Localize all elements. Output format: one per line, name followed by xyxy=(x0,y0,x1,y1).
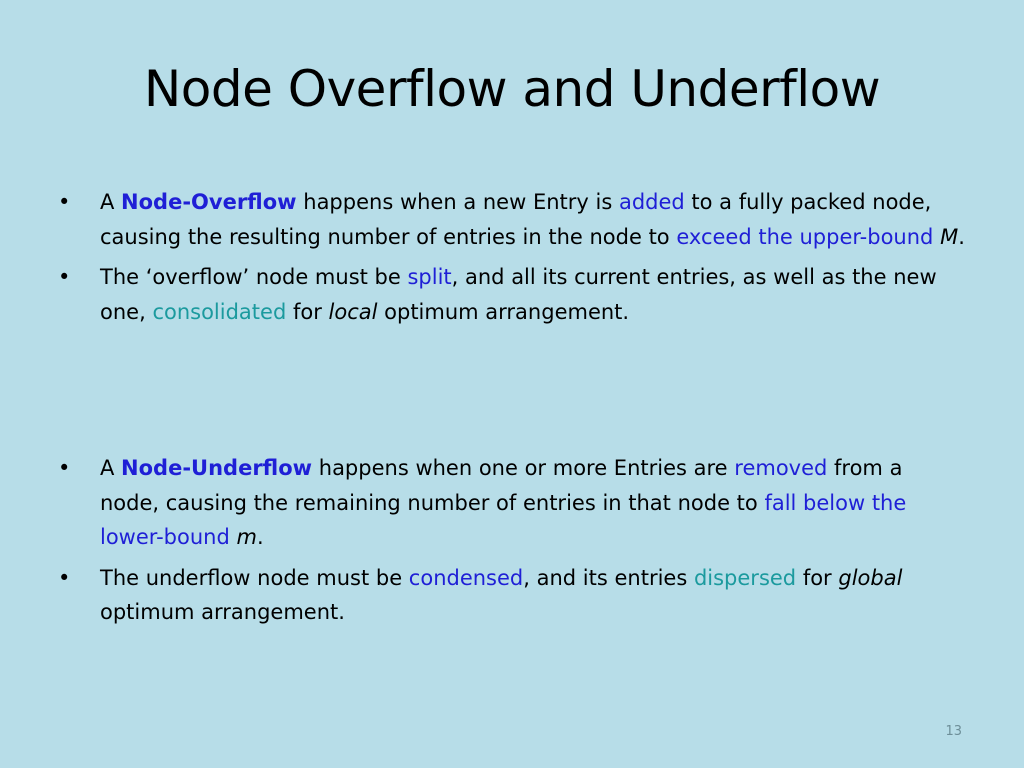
text: for xyxy=(796,565,839,590)
text: happens when a new Entry is xyxy=(296,190,619,214)
bullet-list-overflow xyxy=(58,185,968,335)
bullet-icon: • xyxy=(58,456,71,480)
bullet-icon: • xyxy=(58,265,71,289)
bullet-item-underflow-definition xyxy=(58,451,968,555)
highlight-dispersed: dispersed xyxy=(693,565,797,590)
text: optimum arrangement. xyxy=(100,600,345,624)
text: from a node, causing the remaining number of entries in that node to xyxy=(100,456,903,515)
text: A xyxy=(100,456,122,480)
bullet-item-underflow-condense xyxy=(58,561,968,630)
text: . xyxy=(256,525,264,549)
highlight-exceed-upper-bound: exceed the upper-bound xyxy=(676,224,934,249)
bullet-icon: • xyxy=(58,190,71,214)
italic-global: global xyxy=(838,565,903,590)
highlight-added: added xyxy=(618,190,685,214)
term-node-overflow: Node-Overflow xyxy=(121,190,297,214)
text: A xyxy=(100,190,122,214)
text: The ‘overflow’ node must be xyxy=(100,265,408,289)
highlight-removed: removed xyxy=(734,456,828,480)
highlight-consolidated: consolidated xyxy=(152,299,287,324)
variable-M: M xyxy=(940,224,959,249)
highlight-condensed: condensed xyxy=(408,565,524,590)
text: , and all its current entries, as well as the new one, xyxy=(100,265,937,324)
text: happens when one or more Entries are xyxy=(312,456,735,480)
text: , and its entries xyxy=(523,565,694,590)
slide-title: Node Overflow and Underflow xyxy=(143,60,881,118)
text: for xyxy=(286,299,329,324)
bullet-list-underflow xyxy=(58,451,968,636)
italic-local: local xyxy=(328,299,378,324)
text: optimum arrangement. xyxy=(377,299,630,324)
variable-m: m xyxy=(236,525,257,549)
bullet-item-overflow-split xyxy=(58,260,968,329)
text: The underflow node must be xyxy=(100,565,409,590)
bullet-icon: • xyxy=(58,565,71,590)
text: to a fully packed node, causing the resulting number of entries in the node to xyxy=(100,190,932,249)
term-node-underflow: Node-Underflow xyxy=(121,456,313,480)
highlight-fall-below-lower-bound: fall below the lower-bound xyxy=(100,490,907,549)
bullet-item-overflow-definition xyxy=(58,185,968,254)
page-number: 13 xyxy=(945,724,962,739)
text: . xyxy=(958,224,965,249)
highlight-split: split xyxy=(407,265,452,289)
